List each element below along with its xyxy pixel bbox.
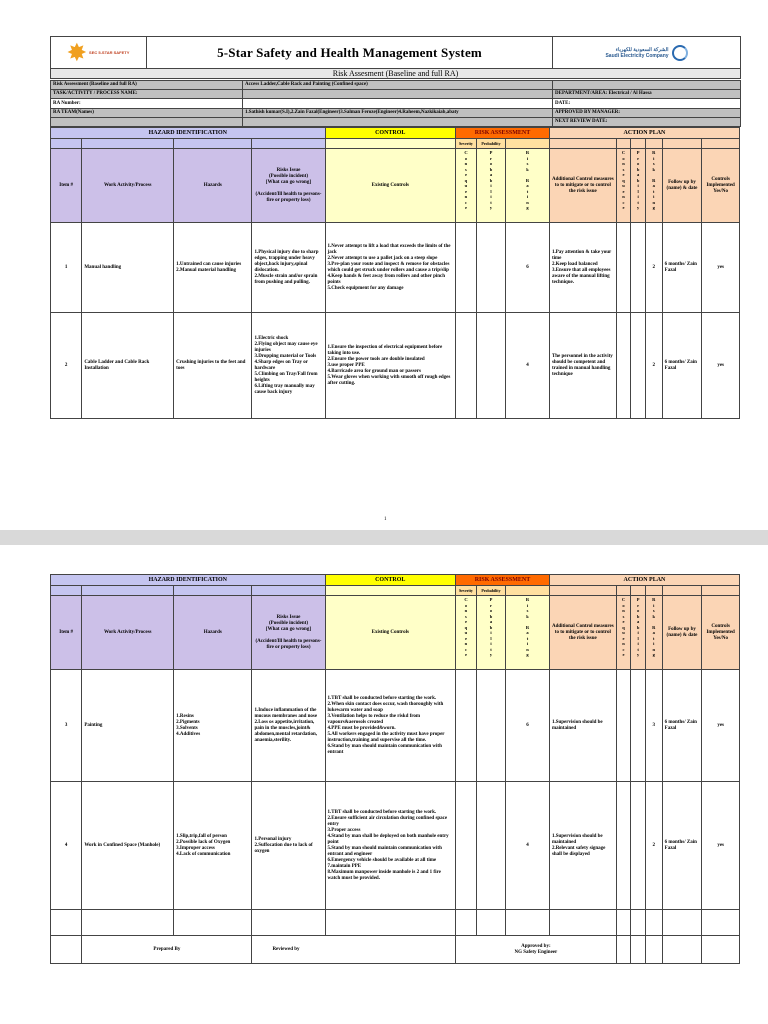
hazard-identification-header: HAZARD IDENTIFICATION	[51, 575, 326, 586]
implemented-cell: yes	[702, 223, 740, 313]
activity-cell: Work in Confined Space (Manhole)	[82, 782, 174, 910]
hazard-identification-header: HAZARD IDENTIFICATION	[51, 128, 326, 139]
control-header: CONTROL	[325, 128, 455, 139]
task-label: TASK/ACTIVITY / PROCESS NAME:	[51, 90, 243, 99]
col-existing-controls: Existing Controls	[325, 596, 455, 670]
new-risk-rating-cell: 3	[645, 670, 662, 782]
ra-team-label: RA TEAM(Names)	[51, 109, 243, 118]
sec-emblem-icon	[672, 45, 688, 61]
department-label: DEPARTMENT/AREA: Electrical / Al Hassa	[553, 90, 741, 99]
col-activity: Work Activity/Process	[82, 596, 174, 670]
existing-controls-cell: 1.TBT shall be conducted before starting the work. 2.Ensure sufficient air circulation during confined space entry 3.Proper access 4.Stand by man shall be deployed on both manhole entry point 5.Stand by man should maintain communication with entrant and engineer 6.Emergency vehicle should be available at all time 7.maintain PPE 8.Maximum manpower inside manhole is 2 and 1 fire watch must be provided.	[325, 782, 455, 910]
table-row	[51, 313, 740, 419]
risks-cell: 1.Personal injury 2.Suffocation due to lack of oxygen	[252, 782, 325, 910]
risks-cell: 1.Induce inflammation of the mucous membranes and nose 2.Loss os appetite,irritation, pain in the muscles,joint& abdomen,mental retardation, anaemia,sterility.	[252, 670, 325, 782]
ra-label: Risk Assessment (Baseline and full RA)	[51, 81, 243, 90]
new-risk-rating-cell: 2	[645, 313, 662, 419]
severity-label: Severity	[456, 139, 477, 149]
col-risk-rating: R i s k R a t i n g	[506, 596, 550, 670]
col-implemented: Controls Implemented Yes/No	[702, 149, 740, 223]
risk-rating-cell: 4	[506, 782, 550, 910]
col-risks: Risks Issue (Possible incident) [What can go wrong] (Accident/Ill health to persons- fire or property loss)	[252, 149, 325, 223]
approved-by-label: Approved by: NG Safety Engineer	[456, 936, 617, 964]
info-table	[50, 80, 741, 127]
approved-by-label: APPROVED BY MANAGER:	[553, 109, 741, 118]
risk-rating-cell: 6	[506, 223, 550, 313]
prepared-by-label: Prepared By	[82, 936, 252, 964]
hazards-cell: 1.Untrained can cause injuries 2.Manual material handling	[174, 223, 252, 313]
col-new-risk-rating: R i s k R a t i n g	[645, 149, 662, 223]
risk-table-page-1	[50, 127, 740, 419]
additional-controls-cell: 1.Supervision should be maintained 2.Relevant safety signage shall be displayed	[549, 782, 616, 910]
saudi-electricity-logo	[555, 45, 738, 61]
item-number: 3	[51, 670, 82, 782]
reviewed-by-label: Reviewed by	[252, 936, 456, 964]
page-number: 1	[384, 517, 387, 522]
table-row	[51, 670, 740, 782]
col-hazards: Hazards	[174, 596, 252, 670]
col-new-consequence: C o n s e q u e n c e	[616, 596, 631, 670]
item-number: 2	[51, 313, 82, 419]
implemented-cell: yes	[702, 670, 740, 782]
sec-5-star-logo	[53, 39, 144, 65]
logo-text: SEC 5-STAR SAFETY	[89, 49, 130, 55]
col-implemented: Controls Implemented Yes/No	[702, 596, 740, 670]
severity-label: Severity	[456, 586, 477, 596]
implemented-cell: yes	[702, 313, 740, 419]
followup-cell: 6 months/ Zain Fazal	[662, 670, 702, 782]
ra-value: Access Ladder,Cable Rack and Painting (Confined space)	[243, 81, 553, 90]
document-title: 5-Star Safety and Health Management System	[147, 37, 553, 69]
existing-controls-cell: 1.Ensure the inspection of electrical equipment before taking into use. 2.Ensure the power tools are double insulated 3.use proper PPE 4.Barricade area for ground man or passers 5.Wear gloves when working with smooth off rough edges after cutting.	[325, 313, 455, 419]
table-row	[51, 782, 740, 910]
item-number: 1	[51, 223, 82, 313]
risks-cell: 1.Electric shock 2.Flying object may cause eye injuries 3.Dropping material or Tools 4.Sharp edges on Tray or hardware 5.Climbing on Tray/Fall from heights 6.Lifting tray manually may cause back injury	[252, 313, 325, 419]
additional-controls-cell: 1.Supervision should be maintained	[549, 670, 616, 782]
table-row	[51, 223, 740, 313]
col-new-probability: P r o b a b i l i t y	[631, 596, 646, 670]
activity-cell: Cable Ladder and Cable Rack Installation	[82, 313, 174, 419]
probability-label: Probability	[476, 586, 505, 596]
col-activity: Work Activity/Process	[82, 149, 174, 223]
existing-controls-cell: 1.Never attempt to lift a load that exceeds the limits of the jack 2.Never attempt to use a pallet jack on a steep slope 3.Pre-plan your route and inspect & remove for obstacles which could get struck under rollers and cause a trip/slip 4.Keep hands & feet away from rollers and other pinch points 5.Check equipment for any damage	[325, 223, 455, 313]
col-probability: P r o b a b i l i t y	[476, 596, 505, 670]
followup-cell: 6 months/ Zain Fazal	[662, 223, 702, 313]
ra-number-label: RA Number:	[51, 99, 243, 109]
col-followup: Follow up by (name) & date	[662, 149, 702, 223]
date-label: DATE:	[553, 99, 741, 109]
control-header: CONTROL	[325, 575, 455, 586]
logo-text-english: Saudi Electricity Company	[605, 52, 669, 59]
col-item: Item #	[51, 149, 82, 223]
risk-rating-cell: 6	[506, 670, 550, 782]
activity-cell: Painting	[82, 670, 174, 782]
risk-table-page-2	[50, 574, 740, 964]
probability-label: Probability	[476, 139, 505, 149]
empty-row	[51, 910, 740, 936]
col-new-risk-rating: R i s k R a t i n g	[645, 596, 662, 670]
activity-cell: Manual handling	[82, 223, 174, 313]
risk-rating-cell: 4	[506, 313, 550, 419]
new-risk-rating-cell: 2	[645, 782, 662, 910]
implemented-cell: yes	[702, 782, 740, 910]
col-existing-controls: Existing Controls	[325, 149, 455, 223]
risk-assessment-header: RISK ASSESSMENT	[456, 128, 550, 139]
header-table	[50, 36, 741, 79]
col-new-probability: P r o b a b i l i t y	[631, 149, 646, 223]
hazards-cell: 1.Resins 2.Pigments 3.Solvents 4.Additives	[174, 670, 252, 782]
hazards-cell: Crushing injuries to the feet and toes	[174, 313, 252, 419]
signature-row	[51, 936, 740, 964]
col-hazards: Hazards	[174, 149, 252, 223]
col-risk-rating: R i s k R a t i n g	[506, 149, 550, 223]
followup-cell: 6 months/ Zain Fazal	[662, 782, 702, 910]
additional-controls-cell: 1.Pay attention & take your time 2.Keep load balanced 3.Ensure that all employees aware of the manual lifting technique.	[549, 223, 616, 313]
additional-controls-cell: The personnel in the activity should be competent and trained in manual handling technique	[549, 313, 616, 419]
action-plan-header: ACTION PLAN	[549, 575, 739, 586]
existing-controls-cell: 1.TBT shall be conducted before starting the work. 2.When skin contact does occur, wash thoroughly with lukewarm water and soap 3.Ventilation helps to reduce the riskd from vapours&aerosols created 4.PPE must be provided&worn. 5.All workers engaged in the activity must have proper instruction,training and supervise all the time. 6.Stand by man should maintain communication with entrant	[325, 670, 455, 782]
risk-assessment-header: RISK ASSESSMENT	[456, 575, 550, 586]
col-probability: P r o b a b i l i t y	[476, 149, 505, 223]
col-followup: Follow up by (name) & date	[662, 596, 702, 670]
col-additional-controls: Additional Control measures to to mitigate or to control the risk issue	[549, 596, 616, 670]
document-subtitle: Risk Assesment (Baseline and full RA)	[51, 69, 741, 79]
followup-cell: 6 months/ Zain Fazal	[662, 313, 702, 419]
col-consequence: C o n s e q u e n c e	[456, 596, 477, 670]
hazards-cell: 1.Slip,trip,fall of person 2.Possible lack of Oxygen 3.Improper access 4.Lack of communication	[174, 782, 252, 910]
action-plan-header: ACTION PLAN	[549, 128, 739, 139]
next-review-label: NEXT REVIEW DATE:	[553, 118, 741, 127]
new-risk-rating-cell: 2	[645, 223, 662, 313]
item-number: 4	[51, 782, 82, 910]
risks-cell: 1.Physical injury due to sharp edges, trapping under heavy object,back injury,spinal dislocation. 2.Muscle strain and/or sprain from pushing and pulling.	[252, 223, 325, 313]
ra-team-value: 1.Sathish kumar(S.I),2.Zain Fazal(Engineer)3.Salman Feroze(Engineer)4.Raheem,Nazkikaiab,abaty	[243, 109, 553, 118]
col-consequence: C o n s e q u e n c e	[456, 149, 477, 223]
col-additional-controls: Additional Control measures to to mitigate or to control the risk issue	[549, 149, 616, 223]
col-risks: Risks Issue (Possible incident) [What can go wrong] (Accident/Ill health to persons- fire or property loss)	[252, 596, 325, 670]
col-new-consequence: C o n s e q u e n c e	[616, 149, 631, 223]
star-icon: ✸	[67, 39, 87, 65]
logo-text-arabic: الشركة السعودية للكهرباء	[615, 46, 669, 53]
col-item: Item #	[51, 596, 82, 670]
